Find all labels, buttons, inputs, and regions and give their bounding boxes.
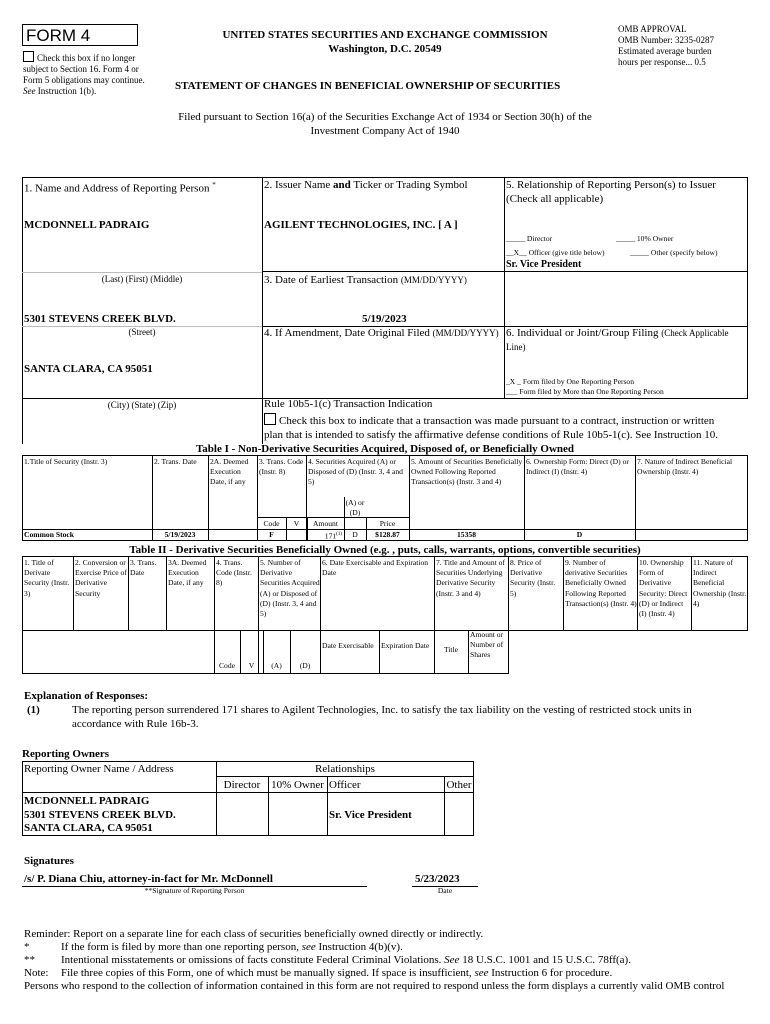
- box5-label: 5. Relationship of Reporting Person(s) to Issuer (Check all applicable): [506, 179, 716, 205]
- t1-h4: 4. Securities Acquired (A) or Disposed of (D) (Instr. 3, 4 and 5): [308, 457, 403, 487]
- footer-star1-mark: *: [24, 941, 30, 953]
- footer-star1: If the form is filed by more than one reporting person, see Instruction 4(b)(v).: [61, 941, 403, 953]
- t1-h6: 6. Ownership Form: Direct (D) or Indirect (I) (Instr. 4): [526, 457, 629, 477]
- omb-approval: OMB APPROVAL OMB Number: 3235-0287 Estimated average burden hours per response... 0.5: [618, 24, 714, 67]
- signature-date: 5/23/2023: [415, 873, 460, 885]
- t2-sub-exp: Expiration Date: [381, 641, 430, 650]
- t2-h1: 1. Title of Derivate Security (Instr. 3): [24, 558, 70, 598]
- owner-name-address: MCDONNELL PADRAIG 5301 STEVENS CREEK BLVD. SANTA CLARA, CA 95051: [24, 795, 176, 834]
- t1-sub-price: Price: [379, 519, 396, 528]
- reporting-person-name: MCDONNELL PADRAIG: [24, 219, 150, 231]
- t1-row-date: 5/19/2023: [164, 530, 196, 539]
- t1-row-ad: D: [352, 530, 358, 539]
- box4-label: 4. If Amendment, Date Original Filed (MM/DD/YYYY): [264, 327, 499, 339]
- signer: /s/ P. Diana Chiu, attorney-in-fact for Mr. McDonnell: [24, 873, 273, 885]
- t1-row-price: $128.87: [375, 530, 400, 539]
- t2-sub-code: Code: [218, 661, 236, 670]
- footer-note: File three copies of this Form, one of which must be manually signed. If space is insufficient, see Instruction 6 for procedure.: [61, 967, 613, 979]
- rel-other[interactable]: _____ Other (specify below): [630, 248, 718, 257]
- t2-h3a: 3A. Deemed Execution Date, if any: [168, 558, 207, 588]
- city-label: (City) (State) (Zip): [107, 400, 177, 410]
- signatures-title: Signatures: [24, 855, 74, 867]
- t1-h5: 5. Amount of Securities Beneficially Owned Following Reported Transaction(s) (Instr. 3 and 4): [411, 457, 523, 487]
- t2-sub-date-ex: Date Exercisable: [322, 641, 374, 650]
- t2-sub-title: Title: [443, 645, 459, 654]
- agency-name: UNITED STATES SECURITIES AND EXCHANGE COMMISSION Washington, D.C. 20549: [222, 29, 548, 55]
- rel-officer[interactable]: __X__ Officer (give title below): [506, 248, 605, 257]
- rel-ten-percent[interactable]: _____ 10% Owner: [616, 234, 674, 243]
- name-parts-label: (Last) (First) (Middle): [101, 274, 183, 284]
- no-longer-subject-checkbox[interactable]: [23, 51, 34, 62]
- t1-row-code: F: [269, 530, 274, 539]
- t2-sub-amount: Amount or Number of Shares: [470, 630, 504, 660]
- owners-col-officer: Officer: [329, 779, 361, 791]
- t1-sub-amount: Amount: [313, 519, 338, 528]
- footer-star2: Intentional misstatements or omissions of facts constitute Federal Criminal Violations. See 18 U.S.C. 1001 and 15 U.S.C. 78ff(a).: [61, 954, 631, 966]
- t2-h11: 11. Nature of Indirect Beneficial Ownership (Instr. 4): [693, 558, 747, 608]
- t2-sub-v: V: [248, 661, 255, 670]
- owners-title: Reporting Owners: [22, 748, 110, 760]
- footer-reminder: Reminder: Report on a separate line for each class of securities beneficially owned directly or indirectly.: [24, 928, 484, 940]
- table1-title: Table I - Non-Derivative Securities Acquired, Disposed of, or Beneficially Owned: [195, 443, 575, 455]
- rule10b5-title: Rule 10b5-1(c) Transaction Indication: [264, 398, 433, 410]
- t1-h2a: 2A. Deemed Execution Date, if any: [210, 457, 249, 487]
- t2-h7: 7. Title and Amount of Securities Underlying Derivative Security (Instr. 3 and 4): [436, 558, 505, 598]
- owners-col-ten: 10% Owner: [271, 779, 324, 791]
- t1-h1: 1.Title of Security (Instr. 3): [24, 457, 108, 466]
- owners-col-rel: Relationships: [315, 763, 375, 775]
- date-label: Date: [437, 886, 453, 895]
- rule10b5-text: Check this box to indicate that a transaction was made pursuant to a contract, instruction or written plan that is intended to satisfy the affirmative defense conditions of Rule 10b5-1(c). See Instruction 10.: [264, 415, 719, 441]
- rule10b5-checkbox[interactable]: [264, 413, 276, 425]
- owners-col-director: Director: [223, 779, 261, 791]
- explanation-text: The reporting person surrendered 171 shares to Agilent Technologies, Inc. to satisfy the tax liability on the vesting of restricted stock units in accordance with Rule 16b-3.: [72, 704, 692, 730]
- table2-title: Table II - Derivative Securities Beneficially Owned (e.g. , puts, calls, warrants, options, convertible securities): [129, 544, 641, 556]
- no-longer-subject-note: Check this box if no longer subject to Section 16. Form 4 or Form 5 obligations may continue. See Instruction 1(b).: [23, 53, 145, 96]
- t2-h5: 5. Number of Derivative Securities Acquired (A) or Disposed of (D) (Instr. 3, 4 and 5): [260, 558, 320, 619]
- t2-h6: 6. Date Exercisable and Expiration Date: [322, 558, 429, 578]
- owners-col-name: Reporting Owner Name / Address: [24, 763, 174, 775]
- earliest-transaction-date: 5/19/2023: [362, 313, 407, 325]
- form-title: FORM 4: [26, 26, 91, 45]
- footer-star2-mark: **: [24, 954, 35, 966]
- owners-col-other: Other: [446, 779, 472, 791]
- filed-pursuant: Filed pursuant to Section 16(a) of the Securities Exchange Act of 1934 or Section 30(h) of the Investment Company Act of 1940: [178, 111, 592, 137]
- box3-label: 3. Date of Earliest Transaction (MM/DD/YYYY): [264, 274, 467, 286]
- t1-row-form: D: [576, 530, 583, 539]
- t1-row-amount: 171$^{(1)}$: [324, 531, 342, 541]
- t1-sub-ad: (A) or (D): [345, 498, 365, 518]
- reporting-person-city: SANTA CLARA, CA 95051: [24, 363, 153, 375]
- t2-h3: 3. Trans. Date: [130, 558, 157, 578]
- t2-h8: 8. Price of Derivative Security (Instr. 5): [510, 558, 556, 598]
- t2-sub-a: (A): [271, 661, 282, 670]
- footer-note-label: Note:: [24, 967, 49, 979]
- filing-multiple-persons[interactable]: ___ Form filed by More than One Reporting Person: [506, 387, 664, 396]
- officer-title: Sr. Vice President: [506, 259, 582, 270]
- issuer-name: AGILENT TECHNOLOGIES, INC. [ A ]: [264, 219, 458, 231]
- t1-sub-v: V: [293, 519, 300, 528]
- t1-row-owned: 15358: [457, 530, 476, 539]
- t1-sub-code: Code: [263, 519, 280, 528]
- t1-h3: 3. Trans. Code (Instr. 8): [259, 457, 304, 477]
- t1-h7: 7. Nature of Indirect Beneficial Ownership (Instr. 4): [637, 457, 733, 477]
- reporting-person-street: 5301 STEVENS CREEK BLVD.: [24, 313, 176, 325]
- filing-one-person[interactable]: _X _ Form filed by One Reporting Person: [506, 377, 635, 386]
- t2-h4: 4. Trans. Code (Instr. 8): [216, 558, 252, 588]
- t2-sub-d: (D): [299, 661, 311, 670]
- explanation-num: (1): [27, 704, 40, 716]
- form-title-box: [22, 24, 138, 46]
- statement-title: STATEMENT OF CHANGES IN BENEFICIAL OWNERSHIP OF SECURITIES: [175, 80, 561, 92]
- box1-label: 1. Name and Address of Reporting Person *: [24, 181, 216, 195]
- box2-label: 2. Issuer Name and Ticker or Trading Symbol: [264, 179, 468, 191]
- t2-h2: 2. Conversion or Exercise Price of Derivative Security: [75, 558, 127, 598]
- t1-row-security: Common Stock: [24, 530, 74, 539]
- rel-director[interactable]: _____ Director: [506, 234, 553, 243]
- t2-h9: 9. Number of derivative Securities Beneficially Owned Following Reported Transaction(s) (Instr. 4): [565, 558, 637, 608]
- street-label: (Street): [128, 327, 156, 337]
- box6-label: 6. Individual or Joint/Group Filing (Check Applicable Line): [506, 327, 729, 352]
- t1-h2: 2. Trans. Date: [154, 457, 197, 466]
- t2-h10: 10. Ownership Form of Derivative Security: Direct (D) or Indirect (I) (Instr. 4): [639, 558, 688, 619]
- footer-last: Persons who respond to the collection of information contained in this form are not required to respond unless the form displays a currently valid OMB control: [24, 980, 725, 992]
- owner-officer-title: Sr. Vice President: [329, 809, 412, 821]
- explanation-title: Explanation of Responses:: [24, 690, 149, 702]
- signer-label: **Signature of Reporting Person: [144, 886, 245, 895]
